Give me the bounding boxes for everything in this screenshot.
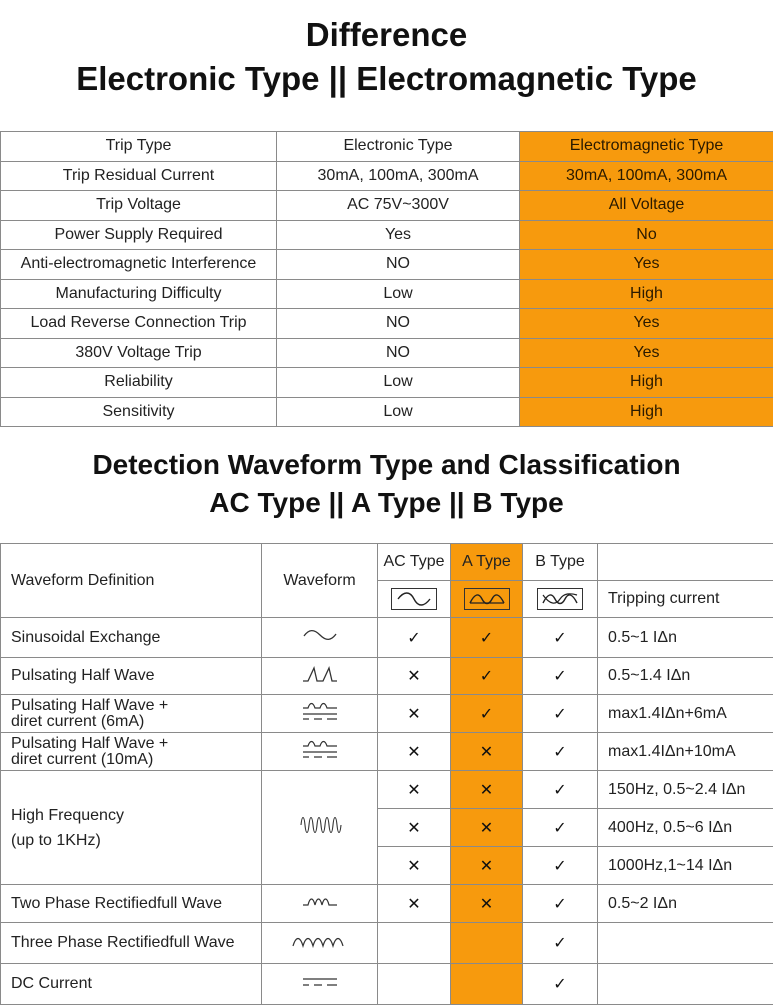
- b-type-mark: ✓: [523, 964, 598, 1005]
- electronic-value: Low: [277, 397, 520, 427]
- electromagnetic-value: No: [520, 220, 773, 250]
- page-subtitle: Electronic Type || Electromagnetic Type: [0, 57, 773, 101]
- waveform-name: [1, 733, 262, 771]
- b-type-mark: ✓: [523, 809, 598, 847]
- tripping-current: 1000Hz,1~14 IΔn: [598, 847, 773, 885]
- b-type-header: B Type: [523, 544, 598, 581]
- tripping-current: max1.4IΔn+10mA: [598, 733, 773, 771]
- ac-type-mark: ✕: [378, 695, 451, 733]
- electromagnetic-value: Yes: [520, 338, 773, 368]
- electronic-value: Low: [277, 368, 520, 398]
- page-title: Difference: [0, 13, 773, 57]
- tripping-current: 0.5~1 IΔn: [598, 618, 773, 658]
- a-type-mark: ✕: [451, 847, 523, 885]
- a-type-header: A Type: [451, 544, 523, 581]
- ac-type-mark: ✕: [378, 658, 451, 695]
- a-type-mark: [451, 964, 523, 1005]
- row-label: 380V Voltage Trip: [1, 338, 277, 368]
- electronic-value: NO: [277, 250, 520, 280]
- table-row: [1, 132, 773, 162]
- row-label: Power Supply Required: [1, 220, 277, 250]
- electromagnetic-value: All Voltage: [520, 191, 773, 221]
- a-type-mark: ✓: [451, 618, 523, 658]
- b-type-mark: ✓: [523, 847, 598, 885]
- table-row: [1, 885, 773, 923]
- electromagnetic-value: Yes: [520, 309, 773, 339]
- a-type-symbol: [451, 581, 523, 618]
- table-row: [1, 161, 773, 191]
- a-type-mark: ✓: [451, 658, 523, 695]
- dc-current-icon: [262, 964, 378, 1005]
- table-row: [1, 279, 773, 309]
- b-type-mark: ✓: [523, 658, 598, 695]
- tripping-current: 150Hz, 0.5~2.4 IΔn: [598, 771, 773, 809]
- column-header-electronic: Electronic Type: [277, 132, 520, 162]
- ac-type-symbol: [378, 581, 451, 618]
- table-row: [1, 658, 773, 695]
- waveform-header: Waveform: [262, 544, 378, 618]
- electromagnetic-value: High: [520, 368, 773, 398]
- table-row: [1, 191, 773, 221]
- sine-wave-icon: [262, 618, 378, 658]
- waveform-name: Sinusoidal Exchange: [1, 618, 262, 658]
- pulsating-wave-icon: [464, 588, 510, 610]
- waveform-name: Pulsating Half Wave: [1, 658, 262, 695]
- ac-type-mark: ✕: [378, 847, 451, 885]
- a-type-mark: ✕: [451, 771, 523, 809]
- table-row: [1, 964, 773, 1005]
- row-label: Anti-electromagnetic Interference: [1, 250, 277, 280]
- table-row: [1, 544, 773, 581]
- row-label: Manufacturing Difficulty: [1, 279, 277, 309]
- section-title: Detection Waveform Type and Classification: [0, 446, 773, 484]
- sine-wave-icon: [391, 588, 437, 610]
- b-type-mark: ✓: [523, 885, 598, 923]
- electronic-value: AC 75V~300V: [277, 191, 520, 221]
- table-row: [1, 923, 773, 964]
- row-label: Trip Residual Current: [1, 161, 277, 191]
- tripping-current-header: Tripping current: [598, 581, 773, 618]
- waveform-name: Two Phase Rectifiedfull Wave: [1, 885, 262, 923]
- pulsating-half-wave-icon: [262, 658, 378, 695]
- waveform-name-line2: diret current (10mA): [11, 751, 153, 768]
- blank-header: [598, 544, 773, 581]
- high-frequency-icon: [262, 771, 378, 885]
- electronic-value: Yes: [277, 220, 520, 250]
- b-type-mark: ✓: [523, 733, 598, 771]
- half-wave-dc-icon: [262, 733, 378, 771]
- three-phase-rectified-icon: [262, 923, 378, 964]
- tripping-current: 400Hz, 0.5~6 IΔn: [598, 809, 773, 847]
- half-wave-dc-icon: [262, 695, 378, 733]
- a-type-mark: ✓: [451, 695, 523, 733]
- ac-type-mark: [378, 923, 451, 964]
- waveform-name: [1, 695, 262, 733]
- waveform-name: [1, 771, 262, 885]
- waveform-name-line1: Pulsating Half Wave +: [11, 697, 168, 714]
- waveform-table: [0, 543, 773, 1005]
- table-row: [1, 309, 773, 339]
- ac-type-header: AC Type: [378, 544, 451, 581]
- table-row: [1, 368, 773, 398]
- tripping-current: [598, 964, 773, 1005]
- table-row: [1, 618, 773, 658]
- waveform-name-line1: Pulsating Half Wave +: [11, 735, 168, 752]
- a-type-mark: ✕: [451, 733, 523, 771]
- waveform-name-line1: High Frequency: [11, 807, 124, 824]
- two-phase-rectified-icon: [262, 885, 378, 923]
- electromagnetic-value: Yes: [520, 250, 773, 280]
- table-row: [1, 733, 773, 771]
- section-subtitle: AC Type || A Type || B Type: [0, 484, 773, 522]
- table-row: [1, 220, 773, 250]
- ac-type-mark: ✕: [378, 771, 451, 809]
- electromagnetic-value: 30mA, 100mA, 300mA: [520, 161, 773, 191]
- table-row: [1, 771, 773, 809]
- table-row: [1, 338, 773, 368]
- b-type-mark: ✓: [523, 695, 598, 733]
- waveform-name: DC Current: [1, 964, 262, 1005]
- b-type-mark: ✓: [523, 923, 598, 964]
- ac-type-mark: [378, 964, 451, 1005]
- electromagnetic-value: High: [520, 397, 773, 427]
- tripping-current: 0.5~1.4 IΔn: [598, 658, 773, 695]
- a-type-mark: ✕: [451, 885, 523, 923]
- electronic-value: 30mA, 100mA, 300mA: [277, 161, 520, 191]
- comparison-table: [0, 131, 773, 427]
- waveform-name-line2: diret current (6mA): [11, 713, 144, 730]
- ac-type-mark: ✕: [378, 733, 451, 771]
- b-type-mark: ✓: [523, 771, 598, 809]
- column-header-electromagnetic: Electromagnetic Type: [520, 132, 773, 162]
- electronic-value: Low: [277, 279, 520, 309]
- b-type-mark: ✓: [523, 618, 598, 658]
- electronic-value: NO: [277, 309, 520, 339]
- row-label: Load Reverse Connection Trip: [1, 309, 277, 339]
- waveform-name-line2: (up to 1KHz): [11, 832, 101, 849]
- smooth-dc-wave-icon: [537, 588, 583, 610]
- tripping-current: [598, 923, 773, 964]
- table-row: [1, 397, 773, 427]
- ac-type-mark: ✕: [378, 885, 451, 923]
- b-type-symbol: [523, 581, 598, 618]
- row-label: Trip Voltage: [1, 191, 277, 221]
- tripping-current: max1.4IΔn+6mA: [598, 695, 773, 733]
- table-row: [1, 250, 773, 280]
- a-type-mark: [451, 923, 523, 964]
- ac-type-mark: ✕: [378, 809, 451, 847]
- row-label: Sensitivity: [1, 397, 277, 427]
- tripping-current: 0.5~2 IΔn: [598, 885, 773, 923]
- electromagnetic-value: High: [520, 279, 773, 309]
- ac-type-mark: ✓: [378, 618, 451, 658]
- electronic-value: NO: [277, 338, 520, 368]
- column-header-trip-type: Trip Type: [1, 132, 277, 162]
- table-row: [1, 695, 773, 733]
- row-label: Reliability: [1, 368, 277, 398]
- waveform-definition-header: Waveform Definition: [1, 544, 262, 618]
- a-type-mark: ✕: [451, 809, 523, 847]
- waveform-name: Three Phase Rectifiedfull Wave: [1, 923, 262, 964]
